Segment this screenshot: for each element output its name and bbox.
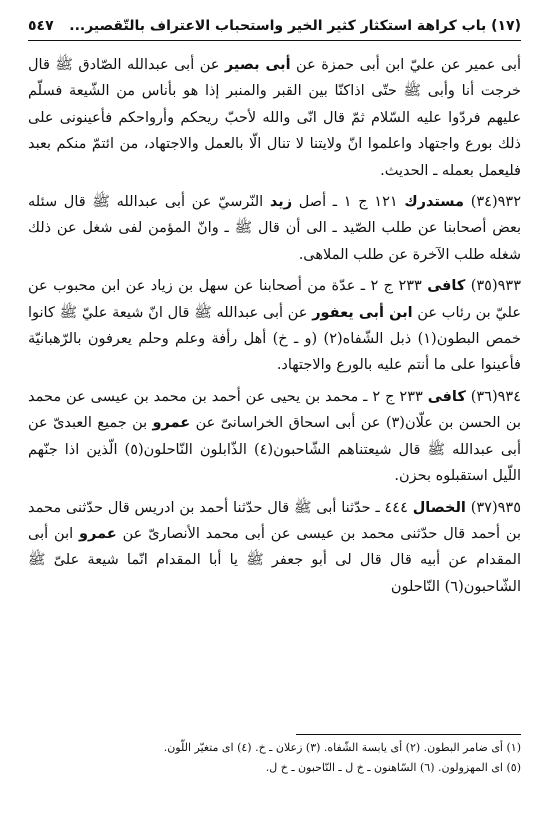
source-name: كافى xyxy=(427,278,466,295)
text-run: أبى عمير عن عليّ ابن أبى حمزة عن xyxy=(290,57,522,73)
narrator-name: ابن أبى يعفور xyxy=(312,304,413,321)
source-name: الخصال xyxy=(412,499,466,516)
text-run: عن أبى عبدالله ﷺ قال انّ شيعة عليّ ﷺ كانوا خمص البطون(١) ذبل الشّفاه(٢) (و ـ خ) أهل رأفة وعلم وحلم يعرفون بالرّهبانيّة فأعينوا على ما أنتم عليه بالورع والاجتهاد. xyxy=(28,304,522,374)
text-run: ١٢١ ج ١ ـ أصل xyxy=(292,194,405,211)
main-text xyxy=(28,52,521,605)
hadith-number: ٩٣٣(٣٥) xyxy=(465,278,521,295)
narrator-name: عمرو xyxy=(79,525,117,542)
text-run: ابن أبى المقدام عن أبيه قال قال لى أبو جعفر ﷺ يا أبا المقدام انّما شيعة علىّ ﷺ الشّاحبون(٦) النّاحلون xyxy=(28,525,521,595)
hadith-937 xyxy=(28,495,521,601)
narrator-name: عمرو xyxy=(152,415,191,432)
text-run: عن أبى عبدالله الصّادق ﷺ قال خرجت أنا وأبى ﷺ حتّى اذاكنّا بين القبر والمنبر إذا هو بأناس من الشّيعة فسلّم عليهم فردّوا عليه السّلام ثمّ قال انّى والله لأحبّ ريحكم وأرواحكم فأعينونى على ذلك بورع واجتهاد واعلموا انّ ولايتنا لا تنال الّا بالعمل والاجتهاد، من ائتمّ منكم بعبد فليعمل بعمله ـ الحديث. xyxy=(28,57,521,179)
text-run: ٢٣٣ ج ٢ ـ عدّة من أصحابنا عن سهل بن زياد عن ابن محبوب عن عليّ بن رئاب عن xyxy=(28,278,521,321)
hadith-number: ٩٣٢(٣٤) xyxy=(464,194,522,211)
text-run: ٤٤٤ ـ حدّثنا أبى ﷺ قال حدّثنا أحمد بن ادريس قال حدّثنى محمد بن أحمد قال حدّثنى محمد بن عيسى عن أبى محمد الأنصارىّ عن xyxy=(28,499,521,542)
footnotes xyxy=(28,738,521,778)
hadith-number: ٩٣٤(٣٦) xyxy=(465,388,522,405)
hadith-number: ٩٣٥(٣٧) xyxy=(465,499,522,516)
running-header xyxy=(28,14,521,38)
hadith-935 xyxy=(28,273,521,379)
source-name: كافى xyxy=(427,388,466,405)
page-number: ٥٤٧ xyxy=(28,18,54,34)
footnote-line: (٥) اى المهزولون. (٦) السّاهنون ـ خ ل ـ النّاحبون ـ خ ل. xyxy=(265,761,521,774)
narrator-name: زيد xyxy=(269,194,293,211)
source-name: مستدرك xyxy=(404,194,465,211)
header-divider xyxy=(28,40,521,41)
footnote-divider xyxy=(296,734,521,735)
narrator-name: أبى بصير xyxy=(224,57,291,73)
paragraph-continued xyxy=(28,52,521,184)
footnote-line: (١) أى ضامر البطون. (٢) أى يابسة الشّفاه. (٣) زعلان ـ خ. (٤) اى متغيّر اللّون. xyxy=(163,741,521,754)
hadith-936 xyxy=(28,384,521,490)
hadith-934 xyxy=(28,189,521,268)
text-run: بن جميع العبدىّ عن أبى عبدالله ﷺ قال شيعتناهم الشّاحبون(٤) الذّابلون النّاحلون(٥) الّذين اذا جنّهم اللّيل استقبلوه بحزن. xyxy=(28,415,521,485)
chapter-title: (١٧) باب كراهة استكثار كثير الخير واستحباب الاعتراف بالتّقصير... xyxy=(69,18,521,34)
text-run: ٢٣٣ ج ٢ ـ محمد بن يحيى عن أحمد بن محمد بن عيسى عن محمد بن الحسن بن علّان(٣) عن أبى اسحاق الخراسانىّ عن xyxy=(28,388,521,432)
text-run: النّرسيّ عن أبى عبدالله ﷺ قال سئله بعض أصحابنا عن طلب الصّيد ـ الى أن قال ﷺ ـ وانّ المؤمن لفى شغل عن ذلك شغله طلب الآخرة عن طلب الملاهى. xyxy=(28,194,521,263)
